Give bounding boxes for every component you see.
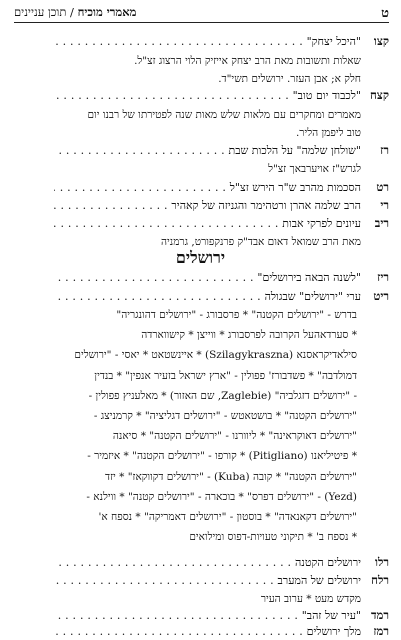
entry-title: ירושלים הקטנה . . . (54, 557, 361, 568)
entry-title: "עיר של זהב" . . . (54, 610, 361, 621)
toc-entry[interactable] (14, 36, 389, 50)
entry-number: רלח (371, 573, 389, 587)
entry-title: הרב שלמה אהרן ורטהימר והגניזה של קאהיר . . . (54, 200, 361, 211)
entry-title: "שולחן שלמה" על הלכות שבת . . . (54, 145, 361, 156)
contents-line: (Yezd) - "ירושלים דפרס" * בוכארה - "ירושלים קטנה" * ווילנא - (86, 490, 357, 503)
contents-line: "ירושלים הקטנה" * קובה (Kuba) - "ירושלים דקווקאז" * יזד (105, 470, 357, 483)
toc-entry[interactable] (14, 557, 389, 571)
contents-line: דמולדבה" * פשדבורז' פפולין - "ארץ ישראל בזעיר אנפין" * בנדין (94, 369, 357, 382)
entry-number: רלו (375, 555, 389, 569)
section-title: ירושלים (175, 248, 226, 267)
running-title-bold: מאמרי מוכיח (77, 5, 137, 19)
contents-line: סילאדיקראסנא (Szilagykraszna) * איינשטאט * יאסי - "ירושלים (74, 349, 357, 362)
toc-entry[interactable] (14, 145, 389, 159)
toc-entry[interactable] (14, 626, 389, 640)
entry-number: רי (380, 198, 389, 212)
entry-number: רמד (371, 608, 389, 622)
toc-entry[interactable] (14, 90, 389, 104)
entry-number: רמז (373, 624, 389, 638)
entry-contents-paragraph (14, 305, 357, 547)
entry-number: קצח (370, 88, 389, 102)
running-title (14, 7, 136, 19)
entry-title: ערי "ירושלים" שבגולה . . . (54, 291, 361, 302)
entry-subtitle: חלק א; אבן העזר. ירושלים תשי"ד. (218, 73, 361, 85)
entry-number: רז (380, 143, 389, 157)
contents-line: * פיטיליאנו (Pitigliano) * קורפו - "ירושלים הקטנה" * איזמיר - (87, 450, 357, 463)
entry-title: "לכבוד יום טוב" . . . (54, 90, 361, 101)
entry-title: עיונים לפרקי אבות . . . (54, 218, 361, 229)
contents-line: * סערדאהעל הקרובה לפרסבורג * ווייצן * קישווארדה (141, 329, 357, 342)
page-letter: ט (381, 6, 389, 21)
contents-line: "ירושלים דאוקראינה" * ליוורנו - "ירושלים הקטנה" * סיאנה (112, 430, 357, 443)
entry-number: ריט (373, 289, 389, 303)
entry-title: "היכל יצחק" . . . (54, 36, 361, 47)
entry-subtitle: מאמרים ומחקרים עם מלאות שלש מאות שנה לפטירתו של רבנו יום (87, 109, 361, 121)
toc-entry[interactable] (14, 610, 389, 624)
entry-title: "לשנה הבאה בירושלים" . . . (54, 272, 361, 283)
entry-subtitle: שאלות ותשובות מאת הרב יצחק אייזיק הלוי הרצוג זצ"ל. (134, 55, 361, 67)
running-header (14, 6, 389, 23)
toc-entry[interactable] (14, 200, 389, 214)
contents-line: "ירושלים הקטנה" * בושטאטש - "ירושלים דגליציה" * קרמניצג - (93, 410, 357, 423)
entry-number: ריז (377, 270, 389, 284)
contents-line: בדרש - "ירושלים הקטנה" * פרסבורג - "ירושלים דהונגריה" (116, 309, 357, 321)
entry-number: קצו (373, 34, 389, 48)
entry-subtitle: מקדש מעט * ערוב העיר (260, 593, 361, 605)
toc-entry[interactable] (14, 182, 389, 196)
entry-title: מלך ירושלים . . . (54, 626, 361, 637)
toc-entry[interactable] (14, 575, 389, 589)
entry-number: ריב (374, 216, 389, 230)
contents-line: - "ירושלים דזגלביה" (Zaglebie, שם האזור) * מאלעניץ פפולין - (88, 389, 357, 402)
entry-subtitle: טוב ליפמן הליר. (295, 127, 361, 139)
toc-entry[interactable] (14, 291, 389, 305)
entry-title: הסכמות מהרב ש"ר הירש זצ"ל . . . (54, 182, 361, 193)
running-title-rest: / תוכן עניינים (14, 5, 78, 19)
toc-entry[interactable] (14, 218, 389, 232)
contents-line: "ירושלים דקאנאדה" * בוסטון - "ירושלים דאמריקה" * נספח א' (98, 511, 357, 524)
entry-title: ירושלים של המערב . . . (54, 575, 361, 586)
entry-subtitle: לגרש"ז אויערבאך זצ"ל (268, 163, 361, 175)
contents-line: * נספח ב' * תיקוני טעויות-דפוס ומילואים (189, 531, 357, 544)
entry-subtitle: מאת הרב שמואל דאום אבד"ק פרנקפורט, גרמניה (161, 236, 361, 248)
entry-number: רט (376, 180, 389, 194)
toc-entry[interactable] (14, 272, 389, 286)
